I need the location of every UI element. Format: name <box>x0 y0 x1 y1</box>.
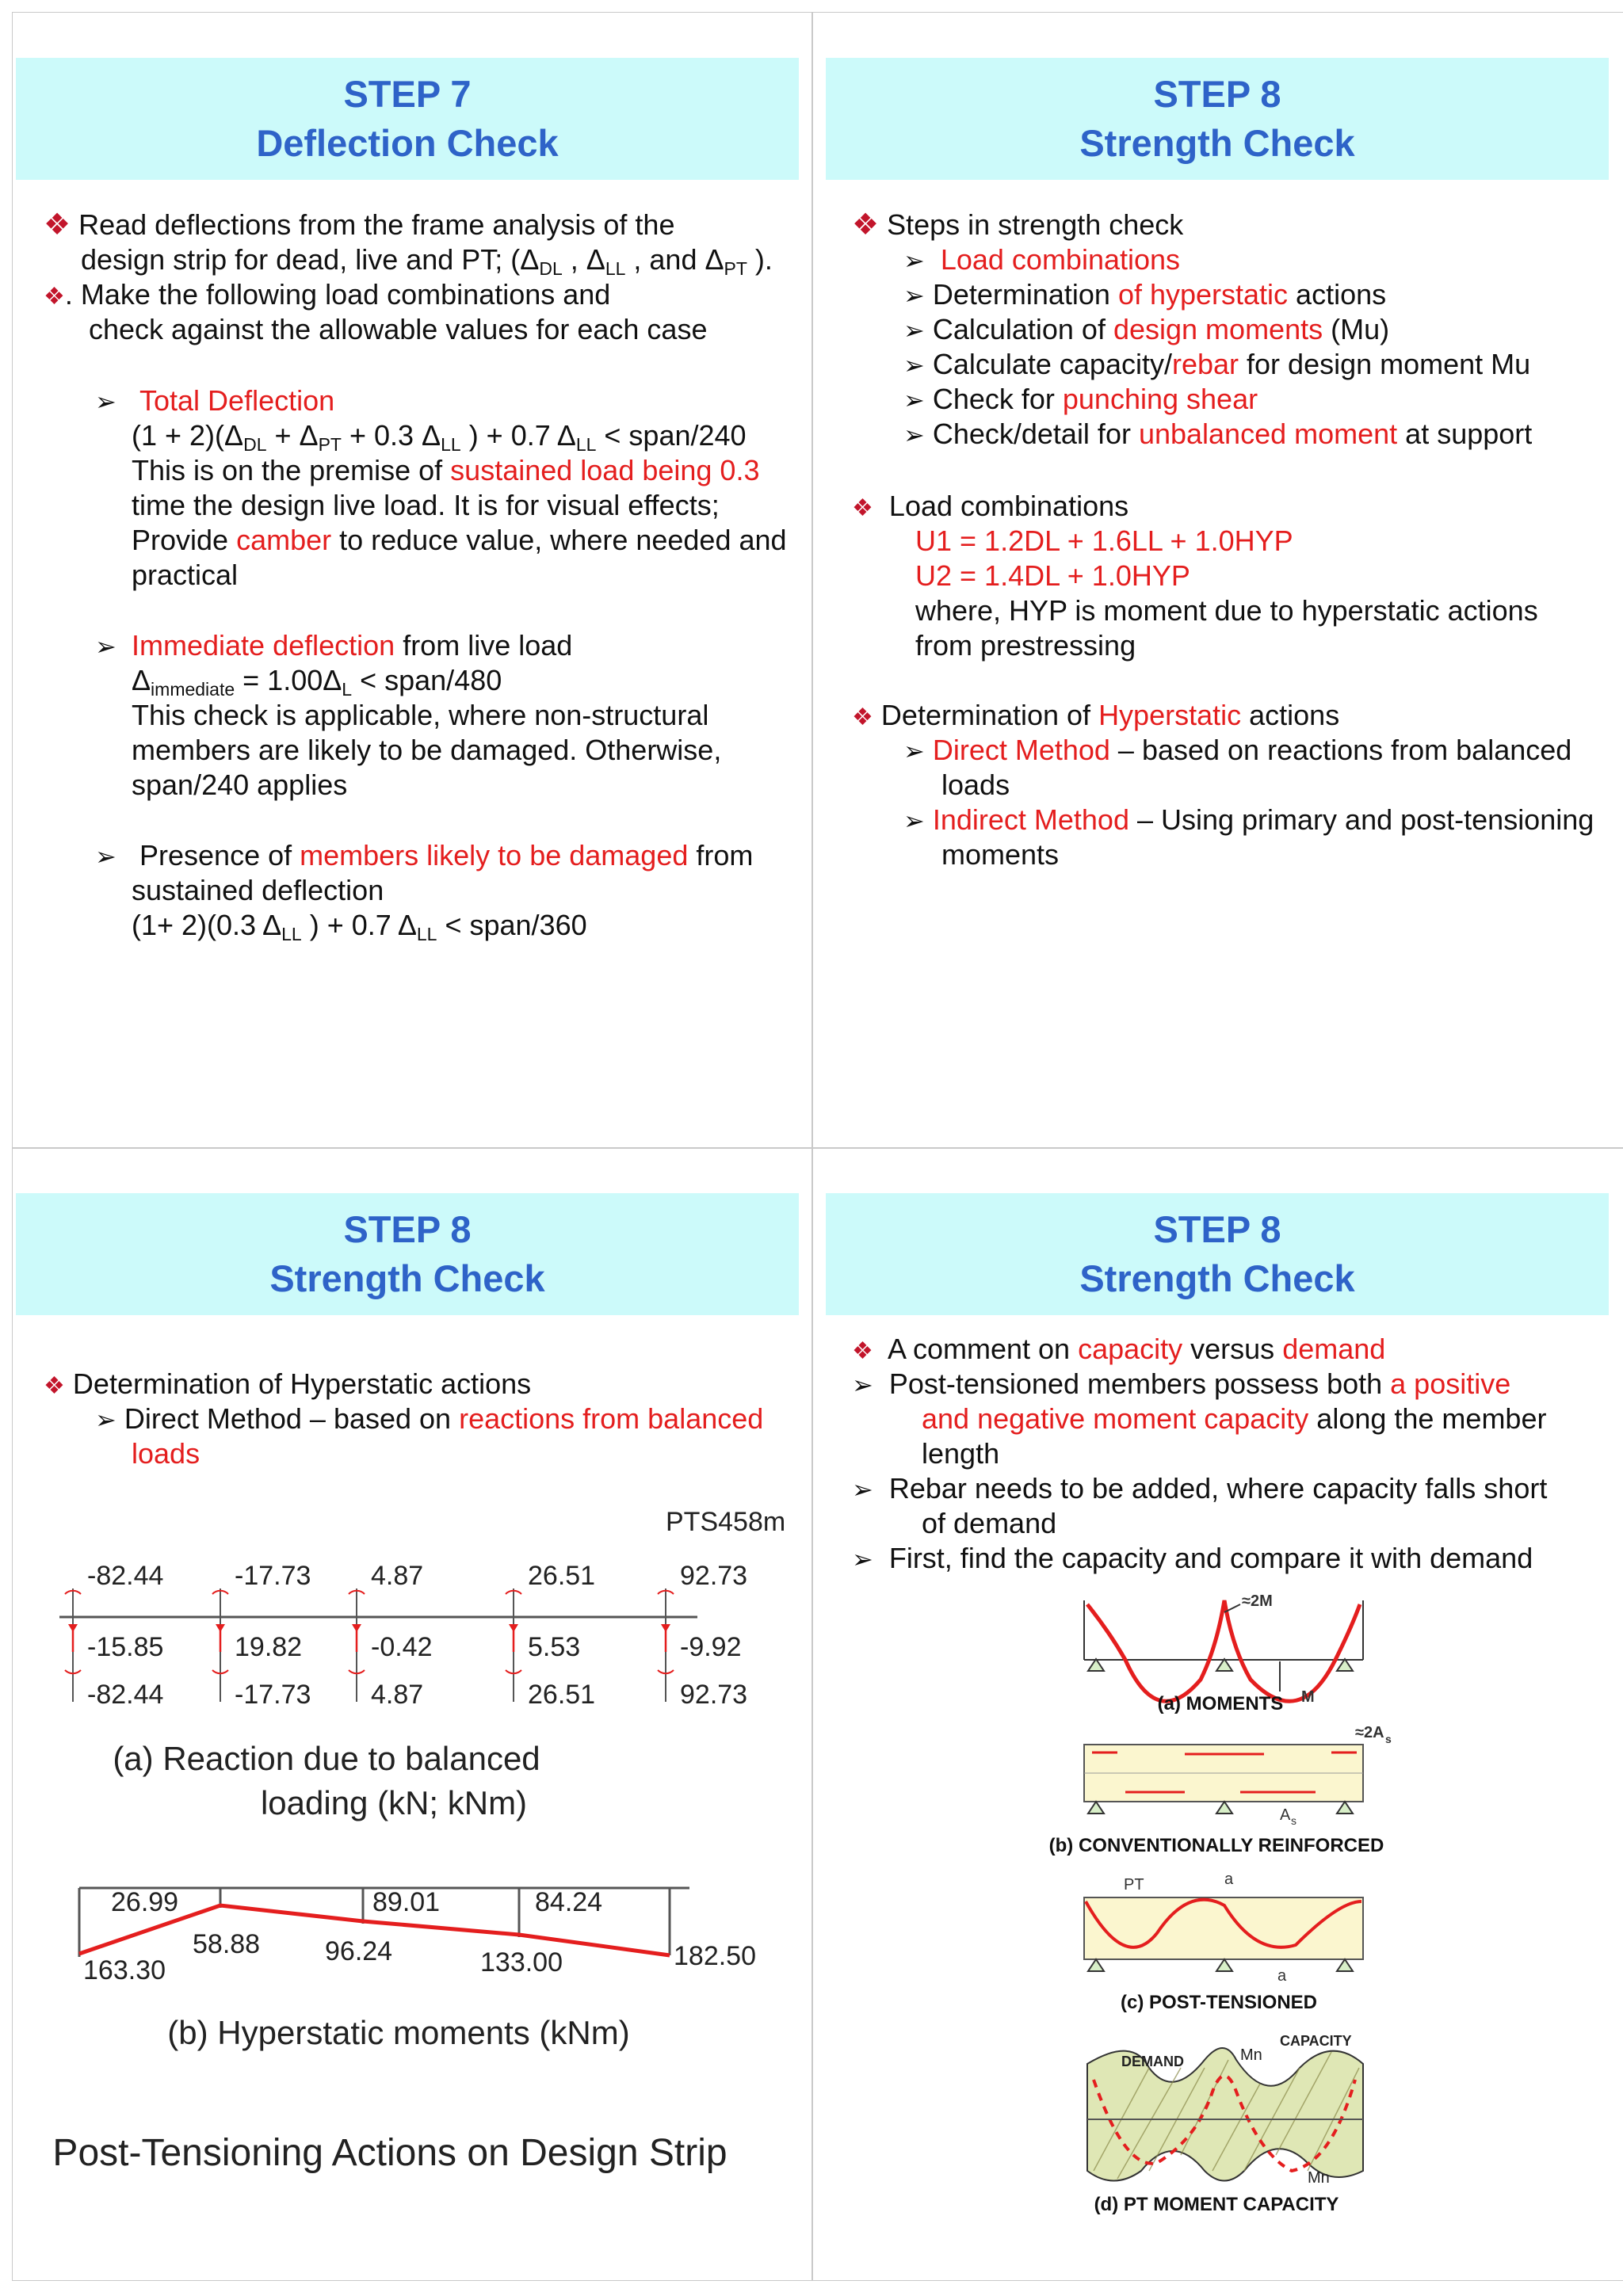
svg-text:CAPACITY: CAPACITY <box>1280 2033 1352 2049</box>
svg-text:DEMAND: DEMAND <box>1121 2054 1184 2069</box>
reaction-value: -17.73 <box>235 1680 311 1710</box>
slide-title: STEP 8 Strength Check <box>16 1193 799 1315</box>
hyp-upper-value: 89.01 <box>372 1887 441 1917</box>
bullet-read-line2: design strip for dead, live and PT; ($\Delta_{DL}$ , $\Delta_{LL}$ , and $\Delta_{PT}$ ). <box>81 243 773 279</box>
svg-text:Mn: Mn <box>1240 2046 1262 2064</box>
post-tensioned-diagram <box>1084 1871 1363 2013</box>
comment-2-line2: and negative moment capacity along the member <box>922 1402 1547 1435</box>
total-deflection-heading: Total Deflection <box>139 384 335 417</box>
arrow-bullet-icon: ➢ <box>95 387 116 416</box>
immediate-deflection-formula: $\Delta_{immediate} = 1.00\Delta_L$ < span/480 <box>132 664 502 700</box>
svg-text:A: A <box>1280 1806 1291 1824</box>
method-item: ➢ Indirect Method – Using primary and post-tensioning <box>903 803 1594 836</box>
comment-3: ➢ Rebar needs to be added, where capacity falls short <box>852 1472 1548 1505</box>
bullet-hyperstatic: ❖ Determination of Hyperstatic actions <box>852 699 1340 731</box>
total-deflection-text: practical <box>132 559 239 591</box>
method-item: moments <box>941 838 1060 871</box>
bullet-load-combinations: ❖. Make the following load combinations and <box>44 278 611 311</box>
reaction-value: 92.73 <box>680 1561 748 1591</box>
immediate-deflection-heading: Immediate deflection from live load <box>132 629 573 662</box>
arrow-bullet-icon: ➢ <box>95 842 116 871</box>
reaction-value: 26.51 <box>528 1680 596 1710</box>
bullet-read-deflections: ❖ Read deflections from the frame analysis of the <box>44 208 675 242</box>
reaction-value: 19.82 <box>235 1632 303 1662</box>
step-item: ➢ Calculation of design moments (Mu) <box>903 313 1390 345</box>
presence-heading: Presence of members likely to be damaged from <box>139 839 754 871</box>
reaction-value: -82.44 <box>87 1680 164 1710</box>
svg-text:(a) MOMENTS: (a) MOMENTS <box>1157 1693 1284 1714</box>
svg-text:a: a <box>1277 1967 1287 1985</box>
reaction-value: 5.53 <box>528 1632 581 1662</box>
svg-text:Mn: Mn <box>1308 2169 1330 2187</box>
immediate-deflection-text: This check is applicable, where non-structural <box>132 699 709 731</box>
pt-capacity-diagram <box>1087 2033 1363 2215</box>
reaction-value: -17.73 <box>235 1561 311 1591</box>
method-item: ➢ Direct Method – based on reactions from balanced <box>903 734 1572 766</box>
step-item: ➢ Load combinations <box>903 243 1181 276</box>
comment-4: ➢ First, find the capacity and compare it with demand <box>852 1542 1533 1574</box>
total-deflection-text: time the design live load. It is for visual effects; <box>132 489 720 521</box>
comment-2-line3: length <box>922 1437 1000 1470</box>
immediate-deflection-text: members are likely to be damaged. Otherwise, <box>132 734 722 766</box>
reaction-value: 92.73 <box>680 1680 748 1710</box>
title-line2: Deflection Check <box>256 122 559 164</box>
svg-text:(d) PT MOMENT CAPACITY: (d) PT MOMENT CAPACITY <box>1094 2194 1339 2215</box>
reaction-value: 4.87 <box>371 1561 424 1591</box>
comment-1: ❖ A comment on capacity versus demand <box>852 1333 1386 1365</box>
svg-text:s: s <box>1291 1814 1296 1827</box>
immediate-deflection-text: span/240 applies <box>132 769 348 801</box>
comment-2: ➢ Post-tensioned members possess both a positive <box>852 1367 1511 1400</box>
bullet-steps: ❖ Steps in strength check <box>852 208 1184 242</box>
hyp-upper-value: 26.99 <box>111 1887 179 1917</box>
step-item: ➢ Determination of hyperstatic actions <box>903 278 1387 311</box>
combination-note: from prestressing <box>915 629 1136 662</box>
diamond-bullet-icon: ❖ <box>852 208 880 242</box>
reaction-value: -9.92 <box>680 1632 742 1662</box>
presence-formula: (1+ 2)(0.3 $\Delta_{LL}$ ) + 0.7 $\Delta_{LL}$ < span/360 <box>132 909 587 944</box>
combination-u1: U1 = 1.2DL + 1.6LL + 1.0HYP <box>915 524 1293 557</box>
title-line1: STEP 7 <box>343 73 472 115</box>
total-deflection-text: Provide camber to reduce value, where needed and <box>132 524 787 556</box>
bullet-load-line2: check against the allowable values for each case <box>89 313 708 345</box>
reaction-value: -0.42 <box>371 1632 433 1662</box>
svg-text:s: s <box>1385 1733 1392 1745</box>
total-deflection-formula: $(1 + 2)(\Delta_{DL} + \Delta_{PT} + 0.3$ $\Delta_{LL}$ ) + 0.7 $\Delta_{LL}$ < span/240 <box>132 419 747 455</box>
diamond-bullet-icon: ❖ <box>44 284 65 310</box>
step-item: ➢ Calculate capacity/rebar for design moment Mu <box>903 348 1531 380</box>
svg-text:≈2A: ≈2A <box>1355 1724 1384 1741</box>
combination-u2: U2 = 1.4DL + 1.0HYP <box>915 559 1190 592</box>
figure-id: PTS458m <box>666 1507 786 1537</box>
figure-footer: Post-Tensioning Actions on Design Strip <box>52 2132 727 2174</box>
slide-title: STEP 8 Strength Check <box>826 58 1609 180</box>
method-item: loads <box>132 1437 200 1470</box>
hyp-lower-value: 96.24 <box>325 1936 393 1966</box>
hyp-lower-value: 133.00 <box>480 1947 563 1978</box>
caption-a: (a) Reaction due to balanced <box>113 1740 540 1777</box>
reaction-value: 26.51 <box>528 1561 596 1591</box>
svg-text:M: M <box>1301 1688 1315 1706</box>
method-item: loads <box>941 769 1010 801</box>
reaction-value: -15.85 <box>87 1632 164 1662</box>
caption-a-line2: loading (kN; kNm) <box>260 1784 528 1821</box>
arrow-bullet-icon: ➢ <box>95 632 116 661</box>
step-item: ➢ Check/detail for unbalanced moment at support <box>903 418 1533 450</box>
conventional-diagram <box>1049 1724 1392 1856</box>
hyp-upper-value: 84.24 <box>535 1887 603 1917</box>
svg-text:≈2M: ≈2M <box>1242 1592 1273 1610</box>
comment-3-line2: of demand <box>922 1507 1057 1539</box>
total-deflection-text: This is on the premise of sustained load being 0.3 <box>132 454 760 486</box>
diamond-bullet-icon: ❖ <box>44 208 71 242</box>
svg-text:PT: PT <box>1124 1876 1144 1894</box>
combination-note: where, HYP is moment due to hyperstatic actions <box>915 594 1538 627</box>
hyp-lower-value: 182.50 <box>674 1941 756 1971</box>
reaction-value: 4.87 <box>371 1680 424 1710</box>
hyp-lower-value: 58.88 <box>193 1929 261 1959</box>
slide-title: STEP 8 Strength Check <box>826 1193 1609 1315</box>
caption-b: (b) Hyperstatic moments (kNm) <box>167 2014 630 2051</box>
bullet-hyperstatic: ❖ Determination of Hyperstatic actions <box>44 1367 532 1400</box>
svg-text:a: a <box>1224 1871 1234 1888</box>
presence-text: sustained deflection <box>132 874 384 906</box>
moments-diagram <box>1084 1592 1363 1714</box>
svg-text:(c) POST-TENSIONED: (c) POST-TENSIONED <box>1120 1992 1318 2013</box>
step-item: ➢ Check for punching shear <box>903 383 1258 415</box>
reaction-value: -82.44 <box>87 1561 164 1591</box>
hyp-lower-value: 163.30 <box>83 1955 166 1985</box>
svg-text:(b) CONVENTIONALLY REINFORCED: (b) CONVENTIONALLY REINFORCED <box>1048 1835 1384 1856</box>
bullet-load-combinations: ❖ Load combinations <box>852 490 1129 522</box>
method-item: ➢ Direct Method – based on reactions from balanced <box>95 1402 764 1435</box>
